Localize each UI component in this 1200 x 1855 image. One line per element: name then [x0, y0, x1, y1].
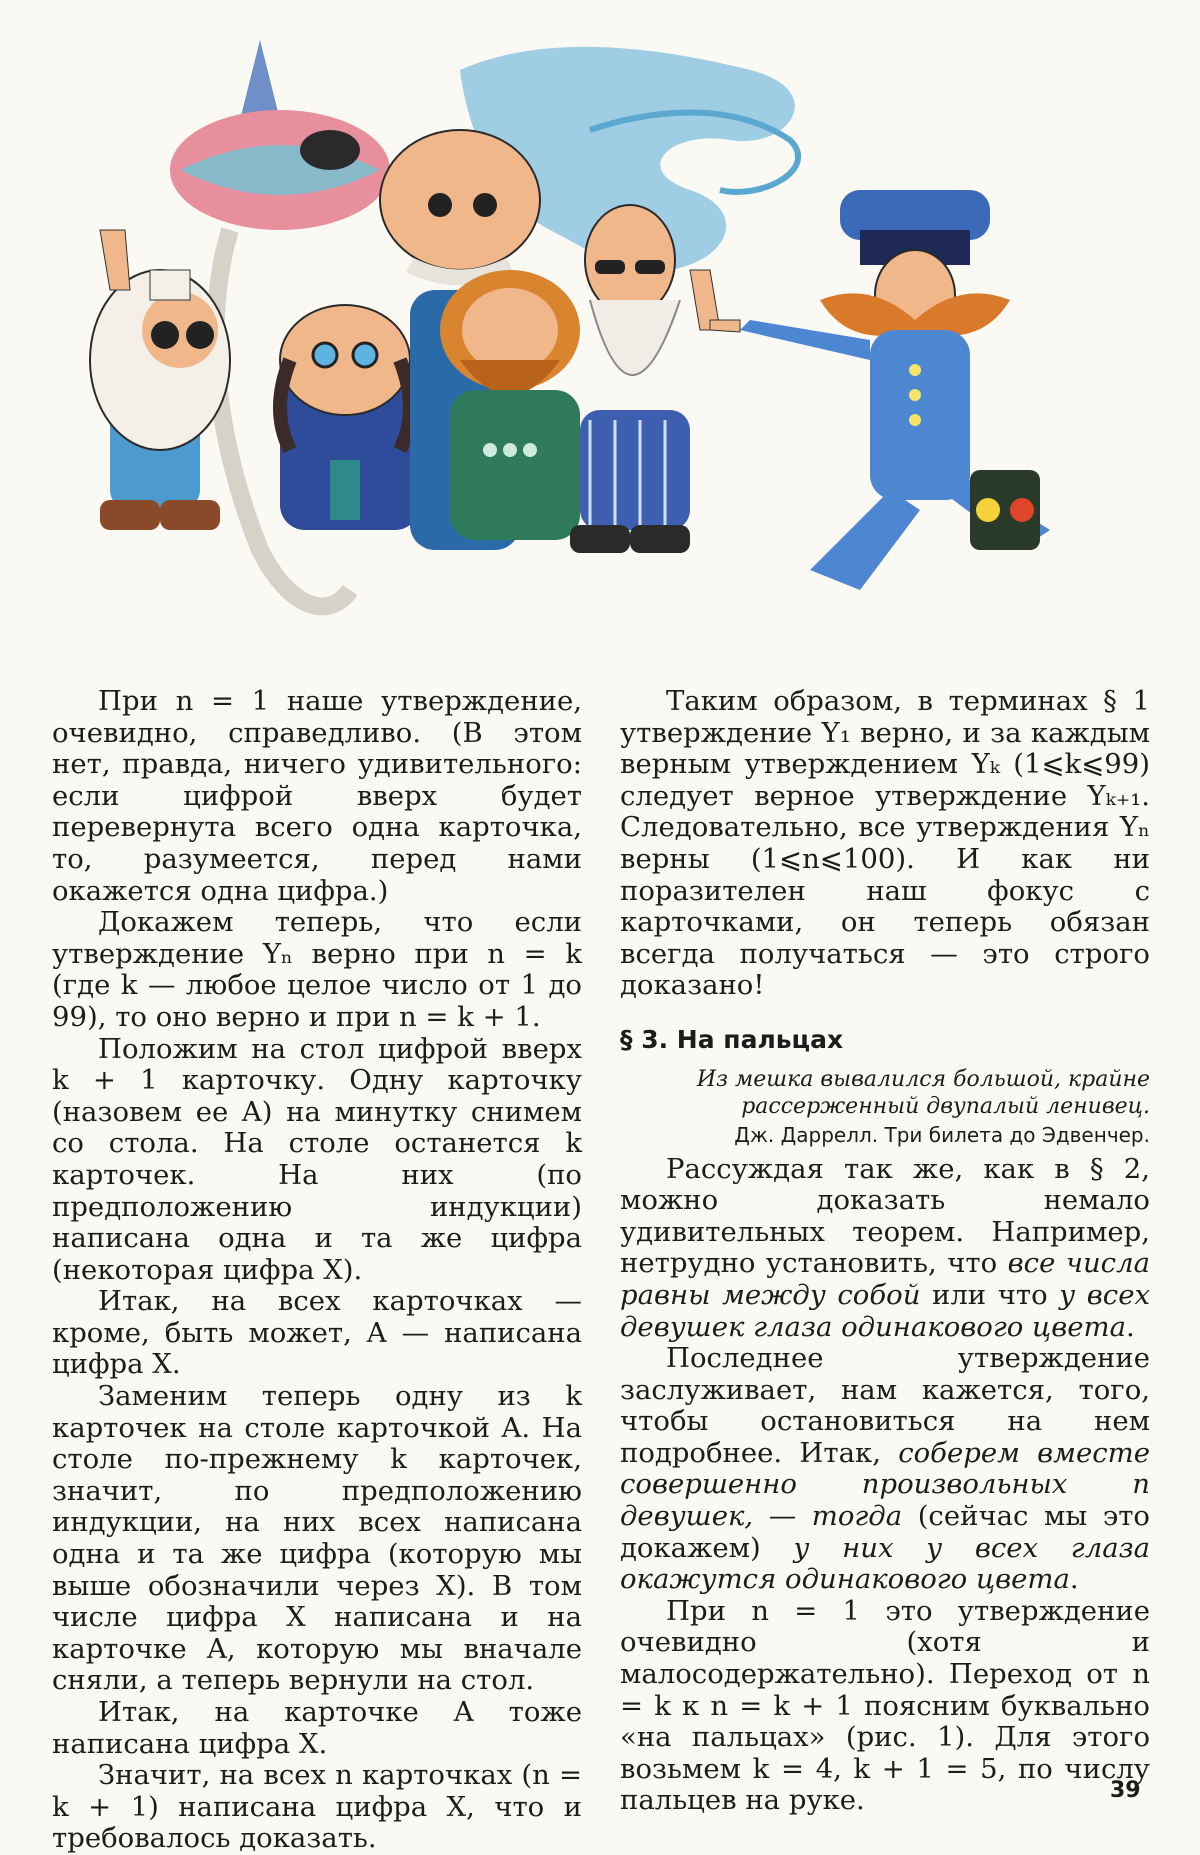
- figure-center-right: [440, 270, 580, 540]
- page-number: 39: [1110, 1778, 1141, 1803]
- epigraph-source: Дж. Даррелл. Три билета до Эдвенчер.: [734, 1122, 1150, 1147]
- paragraph: Значит, на всех n карточках (n = k + 1) написана цифра X, что и требовалось доказать.: [52, 1759, 582, 1855]
- figure-left: [90, 230, 230, 530]
- paragraph: Итак, на карточке A тоже написана цифра X.: [52, 1696, 582, 1760]
- cartoon-illustration: [30, 30, 1170, 670]
- epigraph: Из мешка вывалился большой, крайне рассерженный двупалый ленивец.: [696, 1066, 1150, 1119]
- left-column: [52, 686, 582, 1855]
- paragraph: Рассуждая так же, как в § 2, можно доказать немало удивительных теорем. Например, нетрудно установить, что все числа равны между собой или что у всех девушек глаза одинакового цвета.: [620, 1152, 1150, 1343]
- paragraph: Последнее утверждение заслуживает, нам кажется, того, чтобы остановиться на нем подробнее. Итак, соберем вместе совершенно произвольных n девушек, — тогда (сейчас мы это докажем) у них у всех глаза окажутся одинакового цвета.: [620, 1342, 1150, 1596]
- paragraph: Докажем теперь, что если утверждение Yₙ верно при n = k (где k — любое целое число от 1 до 99), то оно верно и при n = k + 1.: [52, 906, 582, 1033]
- paragraph: Заменим теперь одну из k карточек на столе карточкой A. На столе по-прежнему k карточек, значит, по предположению индукции, на них всех написана одна и та же цифра (которую мы выше обозначили через X). В том числе цифра X написана и на карточке A, которую мы вначале сняли, а теперь вернули на стол.: [52, 1380, 582, 1697]
- paragraph: Таким образом, в терминах § 1 утверждение Y₁ верно, и за каждым верным утверждением Yₖ (1⩽k⩽99) следует верное утверждение Yₖ₊₁. Следовательно, все утверждения Yₙ верны (1⩽n⩽100). И как ни поразителен наш фокус с карточками, он теперь обязан всегда получаться — это строго доказано!: [620, 685, 1150, 1002]
- paragraph: При n = 1 это утверждение очевидно (хотя и малосодержательно). Переход от n = k к n = k + 1 поясним буквально «на пальцах» (рис. 1). Для этого возьмем k = 4, k + 1 = 5, по числу пальцев на руке.: [620, 1594, 1150, 1817]
- conductor-figure: [710, 190, 1050, 590]
- paragraph: Положим на стол цифрой вверх k + 1 карточку. Одну карточку (назовем ее A) на минутку снимем со стола. На столе останется k карточек. На них (по предположению индукции) написана одна и та же цифра (некоторая цифра X).: [52, 1032, 582, 1286]
- section-heading: § 3. На пальцах: [620, 1024, 844, 1054]
- sombrero-icon: [170, 40, 390, 230]
- paragraph: Итак, на всех карточках — кроме, быть может, A — написана цифра X.: [52, 1285, 582, 1381]
- figure-center-left: [280, 305, 420, 530]
- paragraph: При n = 1 наше утверждение, очевидно, справедливо. (В этом нет, правда, ничего удивительного: если цифрой вверх будет перевернута всего одна карточка, то, разумеется, перед нами окажется одна цифра.): [52, 685, 582, 907]
- right-column: [620, 686, 1150, 1817]
